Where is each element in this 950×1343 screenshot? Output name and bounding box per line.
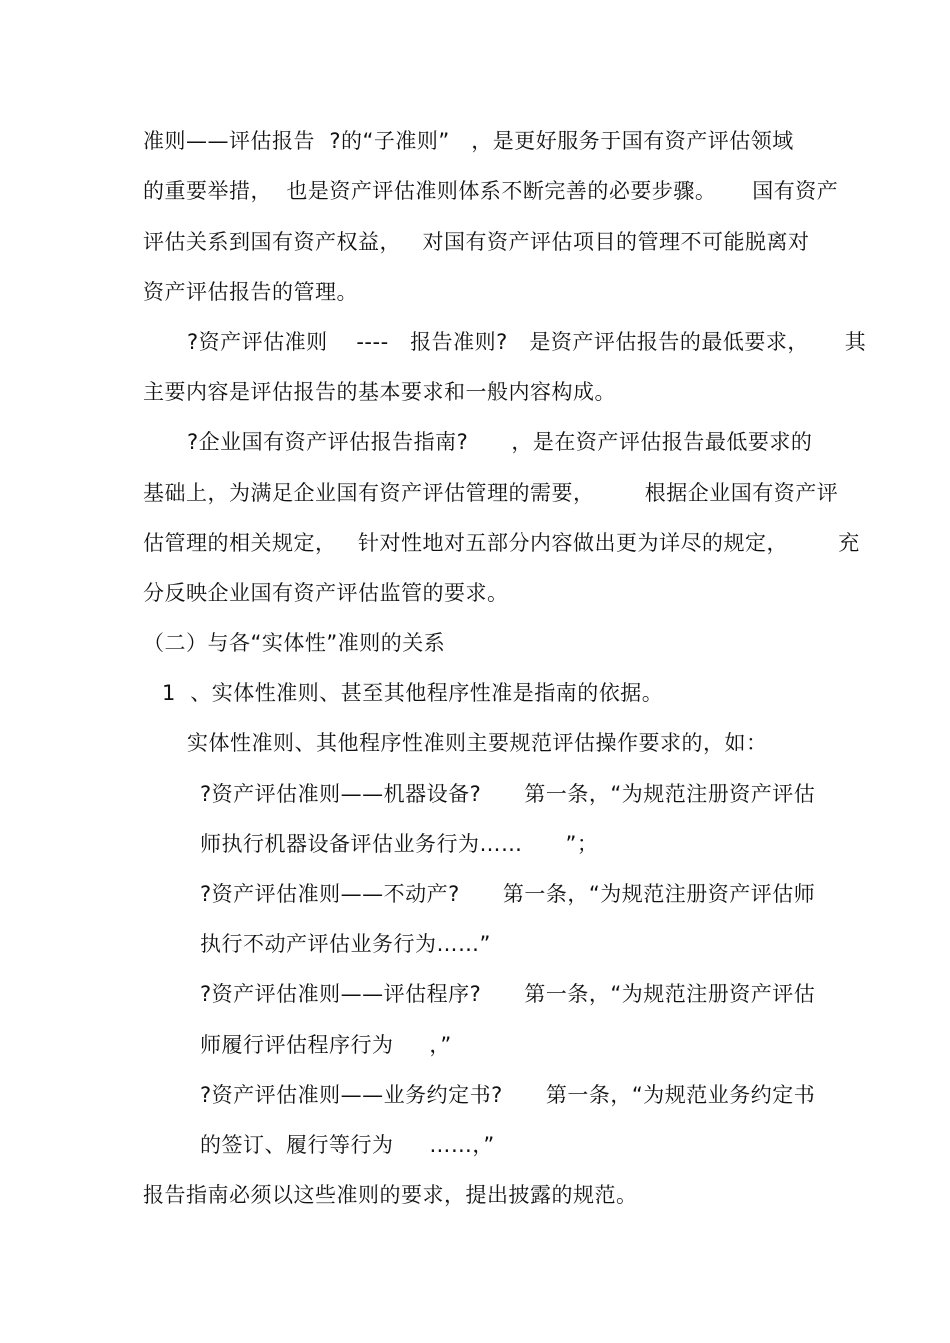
text-line: ?资产评估准则 ---- 报告准则? 是资产评估报告的最低要求， 其 xyxy=(187,330,867,354)
text-line: 执行不动产评估业务行为……” xyxy=(200,932,491,956)
text-line: 师履行评估程序行为 ，” xyxy=(200,1033,452,1057)
text-line: ?资产评估准则——机器设备? 第一条，“为规范注册资产评估 xyxy=(200,782,816,806)
text-line: ?资产评估准则——评估程序? 第一条，“为规范注册资产评估 xyxy=(200,982,816,1006)
section-heading: （二）与各“实体性”准则的关系 xyxy=(143,631,446,655)
text-line: 的重要举措， 也是资产评估准则体系不断完善的必要步骤。 国有资产 xyxy=(143,179,839,203)
text-line: 评估关系到国有资产权益， 对国有资产评估项目的管理不可能脱离对 xyxy=(143,230,810,254)
text-line: 实体性准则、其他程序性准则主要规范评估操作要求的，如： xyxy=(187,731,768,755)
text-line: 基础上，为满足企业国有资产评估管理的需要， 根据企业国有资产评 xyxy=(143,481,839,505)
text-line: 分反映企业国有资产评估监管的要求。 xyxy=(143,581,509,605)
text-line: 准则——评估报告 ?的“子准则” ，是更好服务于国有资产评估领域 xyxy=(143,129,794,153)
text-line: ?企业国有资产评估报告指南? ，是在资产评估报告最低要求的 xyxy=(187,430,813,454)
text-line: 报告指南必须以这些准则的要求，提出披露的规范。 xyxy=(143,1183,638,1207)
text-line: 主要内容是评估报告的基本要求和一般内容构成。 xyxy=(143,380,616,404)
text-line: 估管理的相关规定， 针对性地对五部分内容做出更为详尽的规定， 充 xyxy=(143,531,860,555)
text-line: ?资产评估准则——业务约定书? 第一条，“为规范业务约定书 xyxy=(200,1083,816,1107)
text-line: 师执行机器设备评估业务行为…… ”； xyxy=(200,832,599,856)
text-line: ?资产评估准则——不动产? 第一条，“为规范注册资产评估师 xyxy=(200,882,816,906)
text-line: 资产评估报告的管理。 xyxy=(143,280,358,304)
text-line: 的签订、履行等行为 ……，” xyxy=(200,1133,495,1157)
text-line: 1 、实体性准则、甚至其他程序性准是指南的依据。 xyxy=(162,681,664,705)
